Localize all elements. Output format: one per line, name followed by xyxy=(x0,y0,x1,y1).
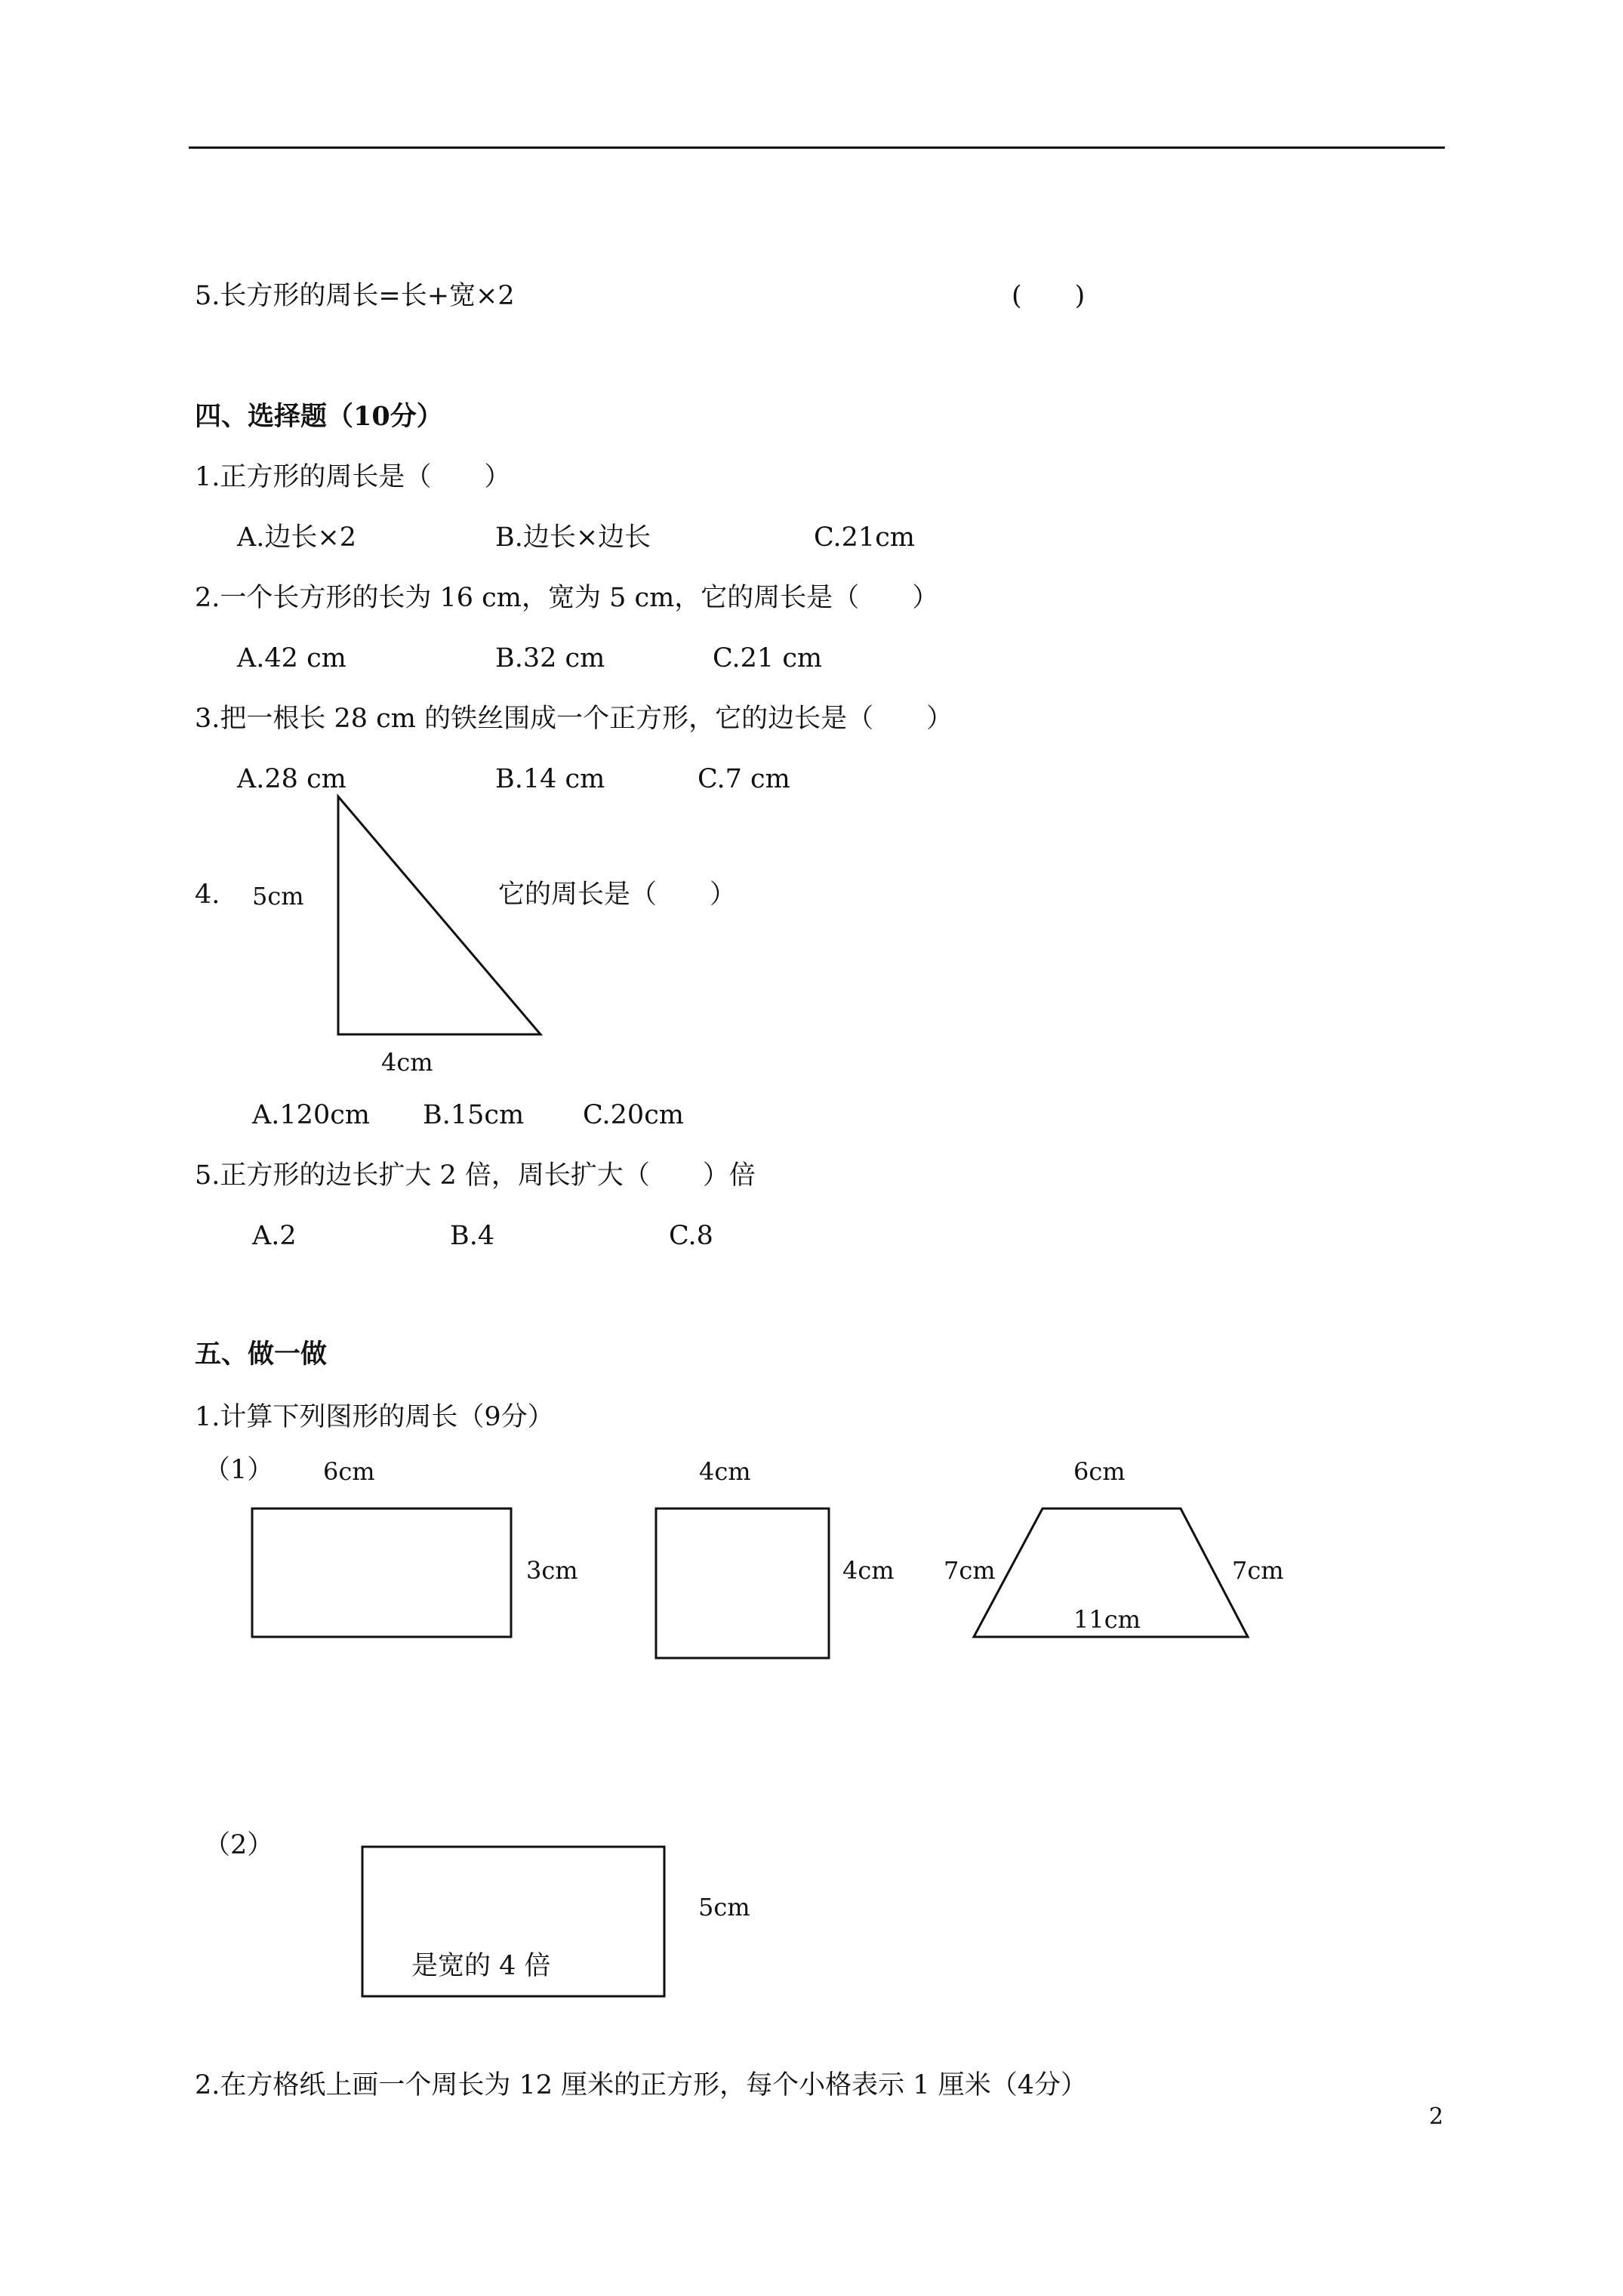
mc-q1-option-c: C.21cm xyxy=(814,522,915,553)
rect-right-label: 3cm xyxy=(526,1556,578,1585)
mc-q4-option-a: A.120cm xyxy=(252,1100,370,1130)
judge-q5-answer-paren: ( ) xyxy=(1012,281,1086,311)
mc-q5-stem: 5.正方形的边长扩大 2 倍，周长扩大（ ）倍 xyxy=(195,1160,756,1191)
mc-q2-option-c: C.21 cm xyxy=(713,643,823,673)
mc-q4-option-c: C.20cm xyxy=(583,1100,684,1130)
do-q2-stem: 2.在方格纸上画一个周长为 12 厘米的正方形，每个小格表示 1 厘米（4分） xyxy=(195,2070,1087,2100)
rectangle-figure xyxy=(252,1509,511,1637)
mc-q1-stem: 1.正方形的周长是（ ） xyxy=(195,462,511,492)
mc-q5-option-c: C.8 xyxy=(669,1221,713,1251)
mc-q4-stem: 它的周长是（ ） xyxy=(498,880,737,910)
mc-q1-option-a: A.边长×2 xyxy=(237,522,356,553)
trapezoid-right-label: 7cm xyxy=(1232,1556,1284,1585)
mc-q4-number: 4. xyxy=(195,880,220,910)
do-q1-part1-label: （1） xyxy=(204,1455,274,1485)
mc-q5-option-b: B.4 xyxy=(450,1221,495,1251)
mc-q2-stem: 2.一个长方形的长为 16 cm，宽为 5 cm，它的周长是（ ） xyxy=(195,583,939,613)
mc-q5-option-a: A.2 xyxy=(252,1221,297,1251)
mc-q4-option-b: B.15cm xyxy=(423,1100,525,1130)
trapezoid-bottom-label: 11cm xyxy=(1073,1605,1141,1634)
header-rule xyxy=(189,146,1445,149)
section-4-title: 四、选择题（10分） xyxy=(195,401,443,432)
square-figure xyxy=(656,1509,829,1658)
section-5-title: 五、做一做 xyxy=(195,1339,328,1370)
square-top-label: 4cm xyxy=(699,1457,751,1486)
rect2-right-label: 5cm xyxy=(698,1893,750,1922)
rect-top-label: 6cm xyxy=(323,1457,375,1486)
triangle-base-label: 4cm xyxy=(381,1048,433,1077)
triangle-height-label: 5cm xyxy=(252,882,304,911)
mc-q3-option-a: A.28 cm xyxy=(237,764,346,794)
mc-q1-option-b: B.边长×边长 xyxy=(495,522,651,553)
right-triangle-figure xyxy=(338,797,540,1034)
trapezoid-top-label: 6cm xyxy=(1073,1457,1126,1486)
trapezoid-left-label: 7cm xyxy=(944,1556,996,1585)
mc-q2-option-a: A.42 cm xyxy=(237,643,346,673)
rect2-inside-label: 是宽的 4 倍 xyxy=(411,1951,551,1981)
mc-q3-stem: 3.把一根长 28 cm 的铁丝围成一个正方形，它的边长是（ ） xyxy=(195,704,953,734)
do-q1-part2-label: （2） xyxy=(204,1830,274,1860)
judge-q5: 5.长方形的周长=长+宽×2 xyxy=(195,281,515,311)
mc-q2-option-b: B.32 cm xyxy=(495,643,605,673)
mc-q3-option-c: C.7 cm xyxy=(698,764,790,794)
square-right-label: 4cm xyxy=(842,1556,895,1585)
page-number: 2 xyxy=(1429,2103,1444,2130)
mc-q3-option-b: B.14 cm xyxy=(495,764,605,794)
do-q1-stem: 1.计算下列图形的周长（9分） xyxy=(195,1402,554,1432)
